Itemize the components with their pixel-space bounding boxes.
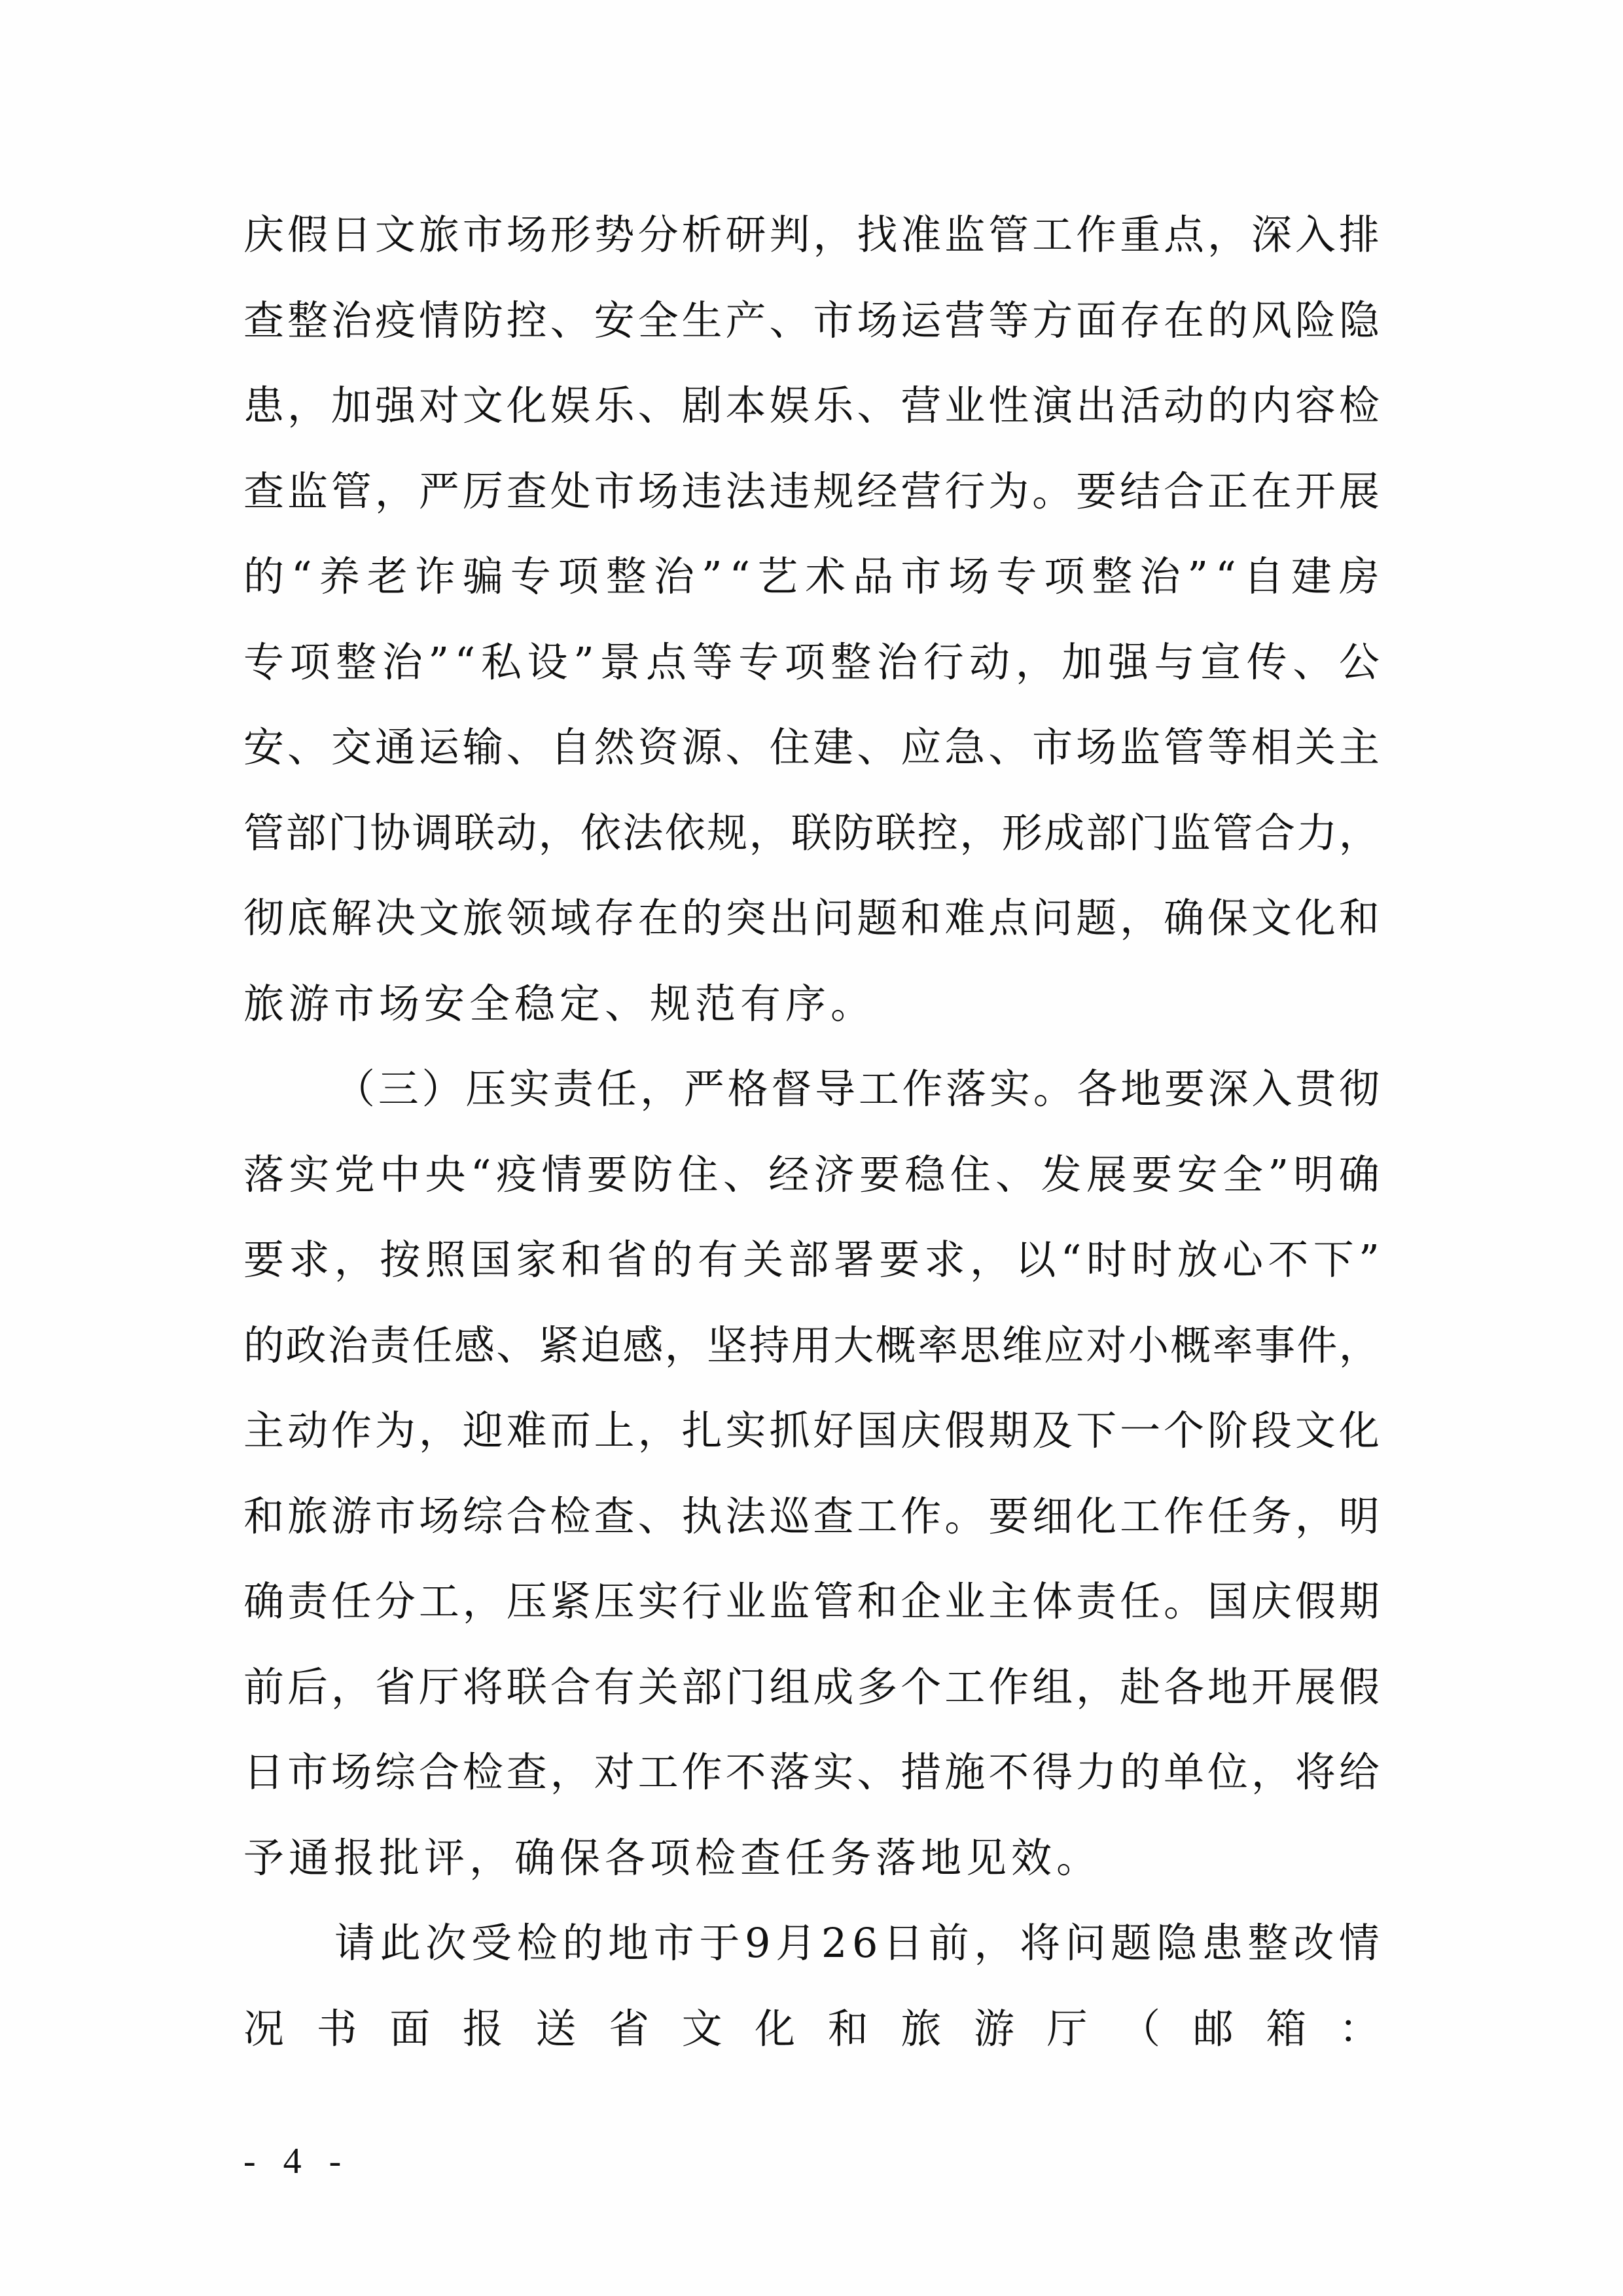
text-line: 日 市 场 综 合 检 查 ， 对 工 作 不 落 实 、 措 施 不 得 力 的 单 位 ， 将 给 xyxy=(243,1748,1380,1796)
text-line: 要 求 ， 按 照 国 家 和 省 的 有 关 部 署 要 求 ， 以 “ 时 时 放 心 不 下 ” xyxy=(243,1236,1380,1283)
text-line: 彻 底 解 决 文 旅 领 域 存 在 的 突 出 问 题 和 难 点 问 题 ， 确 保 文 化 和 xyxy=(243,894,1380,942)
text-line: 专 项 整 治 ” “ 私 设 ” 景 点 等 专 项 整 治 行 动 ， 加 强 与 宣 传 、 公 xyxy=(243,637,1380,686)
text-line: 管 部 门 协 调 联 动 ， 依 法 依 规 ， 联 防 联 控 ， 形 成 部 门 监 管 合 力 ， xyxy=(243,808,1380,857)
text-line: 请 此 次 受 检 的 地 市 于 9 月 2 6 日 前 ， 将 问 题 隐 患 整 改 情 xyxy=(334,1919,1380,1967)
text-line: 庆 假 日 文 旅 市 场 形 势 分 析 研 判 ， 找 准 监 管 工 作 重 点 ， 深 入 排 xyxy=(243,211,1380,259)
text-line: 的 “ 养 老 诈 骗 专 项 整 治 ” “ 艺 术 品 市 场 专 项 整 治 ” “ 自 建 房 xyxy=(243,552,1380,600)
page-number: - 4 - xyxy=(243,2141,351,2181)
text-line: 主 动 作 为 ， 迎 难 而 上 ， 扎 实 抓 好 国 庆 假 期 及 下 一 个 阶 段 文 化 xyxy=(243,1407,1380,1454)
body-text xyxy=(243,192,1380,2072)
text-line: 前 后 ， 省 厅 将 联 合 有 关 部 门 组 成 多 个 工 作 组 ， 赴 各 地 开 展 假 xyxy=(243,1662,1380,1711)
section-heading-line: （ 三 ） 压 实 责 任 ， 严 格 督 导 工 作 落 实 。 各 地 要 深 入 贯 彻 xyxy=(334,1065,1380,1113)
text-line: 和 旅 游 市 场 综 合 检 查 、 执 法 巡 查 工 作 。 要 细 化 工 作 任 务 ， 明 xyxy=(243,1492,1380,1540)
text-line: 查 监 管 ， 严 厉 查 处 市 场 违 法 违 规 经 营 行 为 。 要 结 合 正 在 开 展 xyxy=(243,467,1380,515)
text-line: 查 整 治 疫 情 防 控 、 安 全 生 产 、 市 场 运 营 等 方 面 存 在 的 风 险 隐 xyxy=(243,296,1380,344)
text-line: 况 书 面 报 送 省 文 化 和 旅 游 厅 （ 邮 箱 ： xyxy=(243,2004,1380,2053)
text-line: 患 ， 加 强 对 文 化 娱 乐 、 剧 本 娱 乐 、 营 业 性 演 出 活 动 的 内 容 检 xyxy=(243,382,1380,429)
paragraph-end-line: 旅游市场安全稳定、规范有序。 xyxy=(243,979,876,1028)
text-line: 确 责 任 分 工 ， 压 紧 压 实 行 业 监 管 和 企 业 主 体 责 任 。 国 庆 假 期 xyxy=(243,1577,1380,1625)
text-line: 安 、 交 通 运 输 、 自 然 资 源 、 住 建 、 应 急 、 市 场 监 管 等 相 关 主 xyxy=(243,723,1380,771)
text-line: 落 实 党 中 央 “ 疫 情 要 防 住 、 经 济 要 稳 住 、 发 展 要 安 全 ” 明 确 xyxy=(243,1150,1380,1198)
paragraph-end-line: 予通报批评，确保各项检查任务落地见效。 xyxy=(243,1833,1102,1882)
text-line: 的 政 治 责 任 感 、 紧 迫 感 ， 坚 持 用 大 概 率 思 维 应 对 小 概 率 事 件 ， xyxy=(243,1321,1380,1369)
